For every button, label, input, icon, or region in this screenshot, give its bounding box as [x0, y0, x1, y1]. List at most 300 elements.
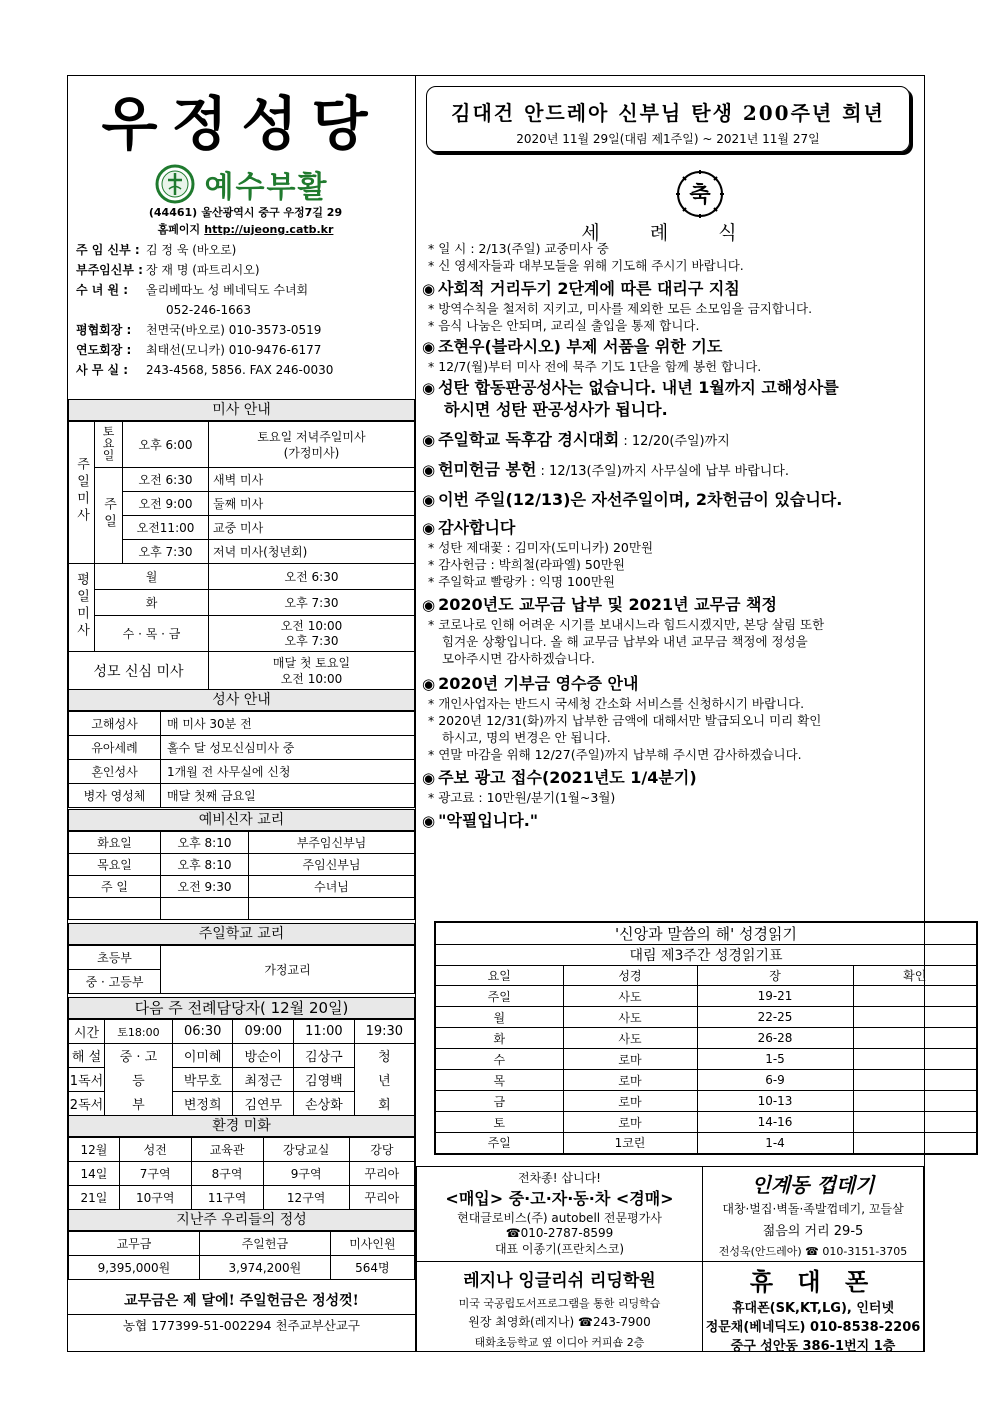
mass-header: 미사 안내 [68, 399, 415, 421]
logo-row [68, 160, 415, 208]
staff-value: 올리베따노 성 베네딕도 수녀회 [146, 282, 309, 297]
bible-check-cell[interactable] [853, 1091, 977, 1112]
shell-ad-address: 젊음의 거리 29-5 [762, 1224, 864, 1239]
offering-value: 3,974,200원 [199, 1256, 330, 1280]
banner-title: 김대건 안드레아 신부님 탄생 200주년 희년 [451, 101, 885, 125]
eng-ad-line1: 미국 국공립도서프로그램을 통한 리딩학습 [458, 1297, 661, 1310]
phone-shop-ad [703, 1262, 924, 1352]
offering-value: 564명 [330, 1256, 414, 1280]
offering-col: 미사인원 [330, 1232, 414, 1256]
cleaning-cell: 7구역 [119, 1162, 191, 1186]
notice-line: * 개인사업자는 반드시 국세청 간소화 서비스를 신청하시기 바랍니다. [428, 696, 805, 711]
staff-value: 김 정 욱 (바오로) [146, 242, 237, 257]
staff-row [76, 360, 415, 380]
liturgy-person: 년 [354, 1068, 414, 1092]
bible-head-row [435, 966, 977, 986]
bible-cell: 주일 [435, 1133, 563, 1154]
catechumen-cell: 부주임신부님 [249, 832, 415, 854]
bullet-icon: ◉ [422, 379, 436, 397]
liturgy-role: 2독서 [69, 1092, 105, 1116]
staff-role: 부주임신부 : [76, 262, 143, 277]
cleaning-cell: 21일 [69, 1186, 120, 1210]
notice-heading-text: 사회적 거리두기 2단계에 따른 대리구 지침 [438, 279, 740, 298]
bullet-icon: ◉ [422, 491, 436, 509]
sunday-time: 오후 7:30 [123, 540, 209, 564]
staff-row [76, 300, 415, 320]
liturgy-row [69, 1068, 415, 1092]
bible-check-cell[interactable] [853, 1070, 977, 1091]
bible-col: 장 [697, 966, 853, 986]
bible-cell: 로마 [563, 1112, 697, 1133]
notice-heading-text: 헌미헌금 봉헌 [438, 460, 537, 479]
notice-heading-text: 감사합니다 [438, 518, 516, 537]
bible-check-cell[interactable] [853, 1028, 977, 1049]
bible-check-cell[interactable] [853, 1112, 977, 1133]
bible-check-cell[interactable] [853, 986, 977, 1007]
bible-cell: 화 [435, 1028, 563, 1049]
notice-line: 모아주시면 감사하겠습니다. [442, 651, 595, 666]
staff-value: 장 재 명 (파트리시오) [146, 262, 260, 277]
phone-ad-line3: 중구 성안동 386-1번지 1층 [730, 1339, 896, 1354]
weekday-table [68, 563, 415, 690]
bible-row [435, 1112, 977, 1133]
liturgy-time: 토18:00 [105, 1020, 173, 1044]
eng-ad-line3: 태화초등학교 옆 이디아 커피숍 2층 [474, 1336, 645, 1349]
car-ad-line: 현대글로비스(주) autobell 전문평가사 [457, 1211, 662, 1225]
notice-heading [422, 278, 922, 300]
notice-item [422, 810, 922, 832]
parish-info [68, 204, 415, 380]
bible-check-cell[interactable] [853, 1133, 977, 1154]
liturgy-person: 변정희 [172, 1092, 233, 1116]
staff-row [76, 280, 415, 300]
offering-summary [68, 1209, 415, 1280]
staff-role: 사 무 실 : [76, 362, 129, 377]
liturgy-person: 부 [105, 1092, 173, 1116]
weekday-day: 화 [95, 590, 209, 616]
notice-heading [422, 377, 922, 399]
bible-cell: 로마 [563, 1091, 697, 1112]
eng-ad-line2: 원장 최영화(레지나) ☎243-7900 [468, 1315, 651, 1329]
address-line: (44461) 울산광역시 중구 우정7길 29 [148, 206, 343, 219]
notice-heading [422, 459, 922, 483]
cleaning-cell: 14일 [69, 1162, 120, 1186]
car-ad-main: <매입> 중·고·자·동·차 <경매> [445, 1189, 674, 1208]
offering-col: 교무금 [69, 1232, 200, 1256]
notice-line: * 감사헌금 : 박희철(라파엘) 50만원 [428, 557, 625, 572]
shell-ad [703, 1166, 924, 1262]
catechumen-cell: 오후 8:10 [161, 854, 249, 876]
notice-items [422, 278, 922, 832]
catechumen-row [69, 854, 415, 876]
bible-cell: 수 [435, 1049, 563, 1070]
sunday-desc: 둘째 미사 [209, 492, 415, 516]
catechumen-cell: 수녀님 [249, 876, 415, 898]
liturgy-person: 방순이 [233, 1044, 294, 1068]
mass-table [68, 421, 415, 564]
logo-text: 예수부활 [204, 170, 329, 205]
cleaning-col: 12월 [69, 1138, 120, 1162]
celebration-badge-icon [674, 168, 726, 220]
liturgy-person: 최정근 [233, 1068, 294, 1092]
catechumen-cell: 화요일 [69, 832, 161, 854]
bible-cell: 월 [435, 1007, 563, 1028]
liturgy-table [68, 1019, 415, 1116]
notice-heading [422, 767, 922, 789]
bible-cell: 목 [435, 1070, 563, 1091]
catechumen-cell [161, 898, 249, 920]
catechumen-header: 예비신자 교리 [68, 809, 415, 831]
banner-subtitle: 2020년 11월 29일(대림 제1주일) ~ 2021년 11월 27일 [516, 132, 820, 146]
left-column [68, 76, 415, 1351]
bible-cell: 22-25 [697, 1007, 853, 1028]
slogan: 교무금은 제 달에! 주일헌금은 정성껏! [124, 1293, 359, 1309]
cleaning-cell: 11구역 [191, 1186, 263, 1210]
cleaning-cell: 9구역 [263, 1162, 349, 1186]
bible-title: '신앙과 말씀의 해' 성경읽기 [435, 922, 977, 945]
bulletin-page [67, 75, 925, 1352]
cleaning-duty [68, 1115, 415, 1210]
notice-heading-text: 2020년 기부금 영수증 안내 [438, 674, 639, 693]
sunday-school-info [68, 923, 415, 994]
offering-header: 지난주 우리들의 정성 [68, 1209, 415, 1231]
mary-mass-time: 매달 첫 토요일 오전 10:00 [209, 652, 415, 690]
notice-item [422, 459, 922, 483]
notice-item [422, 377, 922, 421]
liturgy-person: 김상구 [294, 1044, 355, 1068]
liturgy-person: 청 [354, 1044, 414, 1068]
sunday-time: 오전 6:30 [123, 468, 209, 492]
staff-list [76, 240, 415, 380]
saturday-time: 오후 6:00 [123, 422, 209, 468]
bullet-icon: ◉ [422, 769, 436, 787]
weekday-time: 오후 7:30 [209, 590, 415, 616]
sacrament-detail: 매달 첫째 금요일 [161, 784, 415, 808]
bible-row [435, 986, 977, 1007]
mary-mass-label: 성모 신심 미사 [69, 652, 209, 690]
bible-row [435, 1070, 977, 1091]
weekday-time: 오전 10:00 오후 7:30 [209, 616, 415, 652]
notice-line: * 음식 나눔은 안되며, 교리실 출입을 통제 합니다. [428, 318, 700, 333]
cleaning-cell: 10구역 [119, 1186, 191, 1210]
catechumen-row [69, 876, 415, 898]
cleaning-cell: 8구역 [191, 1162, 263, 1186]
bible-cell: 금 [435, 1091, 563, 1112]
sunday-school-value: 가정교리 [161, 946, 415, 994]
staff-role: 수 녀 원 : [76, 282, 129, 297]
notice-list [422, 240, 922, 832]
weekday-day: 월 [95, 564, 209, 590]
liturgy-person: 회 [354, 1092, 414, 1116]
bullet-icon: ◉ [422, 280, 436, 298]
parish-title: 우정성당 [101, 90, 382, 158]
bible-cell: 로마 [563, 1049, 697, 1070]
notice-item [422, 594, 922, 667]
liturgy-time: 19:30 [354, 1020, 414, 1044]
staff-row [76, 340, 415, 360]
notice-item [422, 673, 922, 763]
car-ad-top: 전차종! 삽니다! [518, 1171, 601, 1185]
weekday-day: 수 · 목 · 금 [95, 616, 209, 652]
sunday-school-table [68, 945, 415, 994]
cleaning-head [69, 1138, 415, 1162]
notice-heading-sub: : 12/20(주일)까지 [619, 434, 730, 449]
liturgy-time: 09:00 [233, 1020, 294, 1044]
liturgy-person: 김연무 [233, 1092, 294, 1116]
cleaning-col: 강당 [349, 1138, 414, 1162]
sacrament-row [69, 784, 415, 808]
liturgy-time: 06:30 [172, 1020, 233, 1044]
shell-ad-title: 인계동 껍데기 [751, 1173, 875, 1197]
sacrament-detail: 홀수 달 성모신심미사 중 [161, 736, 415, 760]
catechumen-cell [69, 898, 161, 920]
bible-cell: 1코린 [563, 1133, 697, 1154]
bible-cell: 6-9 [697, 1070, 853, 1091]
liturgy-header: 다음 주 전례담당자( 12월 20일) [68, 997, 415, 1019]
bible-cell: 26-28 [697, 1028, 853, 1049]
bullet-icon: ◉ [422, 812, 436, 830]
liturgy-role: 해 설 [69, 1044, 105, 1068]
ceremony-line: * 일 시 : 2/13(주일) 교중미사 중 [428, 241, 609, 256]
notice-item [422, 767, 922, 806]
phone-ad-line1: 휴대폰(SK,KT,LG), 인터넷 [731, 1301, 895, 1316]
sacrament-detail: 1개월 전 사무실에 신청 [161, 760, 415, 784]
staff-row [76, 320, 415, 340]
sacrament-table [68, 711, 415, 808]
saturday-label: 토요일 [95, 422, 123, 468]
right-column [416, 76, 927, 1354]
offering-table [68, 1231, 415, 1280]
bullet-icon: ◉ [422, 596, 436, 614]
sacrament-info [68, 689, 415, 808]
sunday-mass-label: 주일미사 [69, 422, 95, 564]
notice-item [422, 517, 922, 590]
bullet-icon: ◉ [422, 461, 436, 479]
bible-row [435, 1007, 977, 1028]
notice-heading [422, 594, 922, 616]
bible-check-cell[interactable] [853, 1049, 977, 1070]
notice-line: * 광고료 : 10만원/분기(1월~3월) [428, 790, 616, 805]
sacrament-row [69, 760, 415, 784]
cleaning-row [69, 1162, 415, 1186]
catechumen-cell: 목요일 [69, 854, 161, 876]
staff-role: 주 임 신부 : [76, 242, 140, 257]
notice-line: * 성탄 제대꽃 : 김미자(도미니카) 20만원 [428, 540, 654, 555]
bullet-icon: ◉ [422, 519, 436, 537]
liturgy-role: 1독서 [69, 1068, 105, 1092]
cleaning-table [68, 1137, 415, 1210]
staff-value: 052-246-1663 [166, 302, 252, 317]
sunday-desc: 저녁 미사(청년회) [209, 540, 415, 564]
middle-high-label: 중 · 고등부 [69, 970, 161, 994]
sacrament-row [69, 736, 415, 760]
bible-cell: 1-4 [697, 1133, 853, 1154]
notice-heading-sub: : 12/13(주일)까지 사무실에 납부 바랍니다. [536, 464, 789, 479]
cleaning-cell: 꾸리아 [349, 1162, 414, 1186]
bible-cell: 14-16 [697, 1112, 853, 1133]
sacrament-row [69, 712, 415, 736]
notice-heading-text: 조현우(블라시오) 부제 서품을 위한 기도 [438, 337, 723, 356]
parish-emblem-icon [155, 164, 195, 204]
notice-line: * 방역수칙을 철저히 지키고, 미사를 제외한 모든 소모임을 금지합니다. [428, 301, 813, 316]
phone-ad-title: 휴 대 폰 [749, 1267, 877, 1296]
notice-heading [422, 673, 922, 695]
notice-line: * 12/7(월)부터 미사 전에 묵주 기도 1단을 함께 봉헌 합니다. [428, 359, 762, 374]
cleaning-header: 환경 미화 [68, 1115, 415, 1137]
catechumen-table [68, 831, 415, 920]
liturgy-row [69, 1044, 415, 1068]
shell-ad-menu: 대창·벌집·벽돌·족발껍데기, 꼬들살 [722, 1202, 904, 1216]
sacrament-name: 유아세례 [69, 736, 161, 760]
bible-table [434, 921, 978, 1155]
bullet-icon: ◉ [422, 338, 436, 356]
sunday-label: 주일 [95, 468, 123, 564]
bible-cell: 사도 [563, 986, 697, 1007]
liturgy-person: 중 · 고 [105, 1044, 173, 1068]
bullet-icon: ◉ [422, 431, 436, 449]
notice-line: * 주일학교 빨랑카 : 익명 100만원 [428, 574, 616, 589]
sunday-time: 오전 9:00 [123, 492, 209, 516]
catechumen-cell [249, 898, 415, 920]
bible-reading [434, 921, 978, 1155]
car-ad [416, 1166, 703, 1262]
bullet-icon: ◉ [422, 675, 436, 693]
liturgy-time: 11:00 [294, 1020, 355, 1044]
bible-col: 요일 [435, 966, 563, 986]
staff-value: 천면국(바오로) 010-3573-0519 [146, 322, 322, 337]
ceremony-title: 세 례 식 [581, 222, 759, 244]
liturgy-time-label: 시간 [69, 1020, 105, 1044]
saturday-desc: 토요일 저녁주일미사 (가정미사) [209, 422, 415, 468]
bible-col: 확인 [853, 966, 977, 986]
bible-check-cell[interactable] [853, 1007, 977, 1028]
bible-row [435, 1028, 977, 1049]
liturgy-person: 박무호 [172, 1068, 233, 1092]
staff-row [76, 260, 415, 280]
bank-account: 농협 177399-51-002294 천주교부산교구 [68, 1314, 415, 1336]
bible-cell: 사도 [563, 1007, 697, 1028]
liturgy-duty [68, 997, 415, 1116]
sacrament-name: 병자 영성체 [69, 784, 161, 808]
notice-heading-text: 이번 주일(12/13)은 자선주일이며, 2차헌금이 있습니다. [438, 490, 843, 509]
offering-col: 주일헌금 [199, 1232, 330, 1256]
cleaning-cell: 꾸리아 [349, 1186, 414, 1210]
phone-ad-line2: 정문채(베네딕도) 010-8538-2206 [705, 1320, 921, 1335]
car-ad-phone: ☎010-2787-8599 [505, 1226, 614, 1240]
notice-line: * 코로나로 인해 어려운 시기를 보내시느라 힘드시겠지만, 본당 살림 또한 [428, 617, 825, 632]
bible-cell: 사도 [563, 1028, 697, 1049]
liturgy-person: 김영백 [294, 1068, 355, 1092]
elementary-label: 초등부 [69, 946, 161, 970]
catechumen-cell: 주 일 [69, 876, 161, 898]
shell-ad-owner: 전성욱(안드레아) ☎ 010-3151-3705 [718, 1245, 908, 1258]
notice-item [422, 336, 922, 375]
notice-item [422, 278, 922, 334]
staff-row [76, 240, 415, 260]
notice-heading-text: 주보 광고 접수(2021년도 1/4분기) [438, 768, 697, 787]
catechumen-cell: 오후 8:10 [161, 832, 249, 854]
notice-line: * 2020년 12/31(화)까지 납부한 금액에 대해서만 발급되오니 미리 확인 [428, 713, 822, 728]
notice-heading [422, 810, 922, 832]
cleaning-row [69, 1186, 415, 1210]
sunday-time: 오전11:00 [123, 516, 209, 540]
bible-cell: 19-21 [697, 986, 853, 1007]
bible-cell: 로마 [563, 1070, 697, 1091]
bible-subtitle: 대림 제3주간 성경읽기표 [435, 945, 977, 966]
bible-cell: 1-5 [697, 1049, 853, 1070]
sacrament-name: 혼인성사 [69, 760, 161, 784]
cleaning-col: 강당교실 [263, 1138, 349, 1162]
catechumen-info [68, 809, 415, 920]
notice-item [422, 429, 922, 453]
notice-heading [422, 429, 922, 453]
eng-ad-title: 레지나 잉글리쉬 리딩학원 [463, 1271, 656, 1291]
chuk-label: 축 [689, 183, 711, 208]
staff-role: 연도회장 : [76, 342, 132, 357]
liturgy-person: 손상화 [294, 1092, 355, 1116]
liturgy-time-row [69, 1020, 415, 1044]
notice-heading [422, 489, 922, 511]
notice-heading [422, 517, 922, 539]
bible-row [435, 1049, 977, 1070]
liturgy-row [69, 1092, 415, 1116]
catechumen-row [69, 832, 415, 854]
notice-heading-text: 주일학교 독후감 경시대회 [438, 430, 620, 449]
bible-cell: 10-13 [697, 1091, 853, 1112]
notice-line: 힘겨운 상황입니다. 올 해 교무금 납부와 내년 교무금 책정에 정성을 [442, 634, 808, 649]
notice-heading-cont: 하시면 성탄 판공성사가 됩니다. [444, 400, 668, 419]
sacrament-detail: 매 미사 30분 전 [161, 712, 415, 736]
cleaning-cell: 12구역 [263, 1186, 349, 1210]
bible-row [435, 1091, 977, 1112]
bible-col: 성경 [563, 966, 697, 986]
notice-line: 하시고, 명의 변경은 안 됩니다. [442, 730, 611, 745]
notice-heading-text: "악필입니다." [438, 811, 539, 830]
bible-row [435, 1133, 977, 1154]
weekday-time: 오전 6:30 [209, 564, 415, 590]
english-academy-ad [416, 1262, 703, 1352]
weekday-mass-label: 평일미사 [69, 564, 95, 652]
sacrament-name: 고해성사 [69, 712, 161, 736]
catechumen-row [69, 898, 415, 920]
sunday-school-header: 주일학교 교리 [68, 923, 415, 945]
homepage-line: 홈페이지 http://ujeong.catb.kr [157, 223, 334, 236]
notice-heading-text: 성탄 합동판공성사는 없습니다. 내년 1월까지 고해성사를 [438, 378, 839, 397]
bible-cell: 주일 [435, 986, 563, 1007]
staff-role: 평협회장 : [76, 322, 132, 337]
staff-value: 최태선(모니카) 010-9476-6177 [146, 342, 322, 357]
homepage-link[interactable]: http://ujeong.catb.kr [204, 223, 334, 236]
sunday-desc: 새벽 미사 [209, 468, 415, 492]
car-ad-rep: 대표 이종기(프란치스코) [494, 1242, 625, 1256]
offering-value: 9,395,000원 [69, 1256, 200, 1280]
jubilee-banner [426, 86, 910, 152]
cleaning-col: 성전 [119, 1138, 191, 1162]
notice-line: * 연말 마감을 위해 12/27(주일)까지 납부해 주시면 감사하겠습니다. [428, 747, 802, 762]
mass-schedule [68, 399, 415, 690]
catechumen-cell: 주임신부님 [249, 854, 415, 876]
catechumen-cell: 오전 9:30 [161, 876, 249, 898]
liturgy-person: 이미혜 [172, 1044, 233, 1068]
sunday-desc: 교중 미사 [209, 516, 415, 540]
cleaning-col: 교육관 [191, 1138, 263, 1162]
notice-item [422, 489, 922, 511]
ceremony-line: * 신 영세자들과 대부모들을 위해 기도해 주시기 바랍니다. [428, 258, 744, 273]
bible-cell: 토 [435, 1112, 563, 1133]
notice-heading-text: 2020년도 교무금 납부 및 2021년 교무금 책정 [438, 595, 777, 614]
staff-value: 243-4568, 5856. FAX 246-0030 [146, 362, 334, 377]
sacrament-header: 성사 안내 [68, 689, 415, 711]
